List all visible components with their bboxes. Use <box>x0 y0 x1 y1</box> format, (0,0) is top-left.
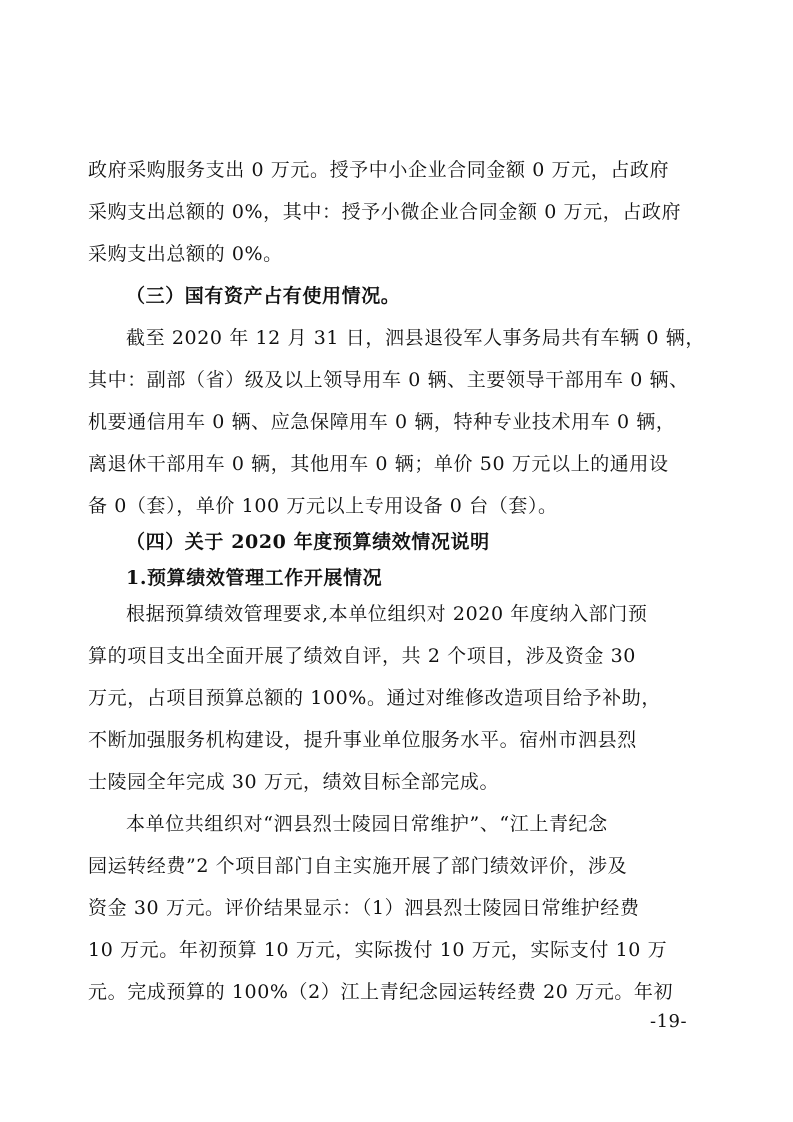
body-text-line: 截至 2020 年 12 月 31 日，泗县退役军人事务局共有车辆 0 辆， <box>126 327 705 349</box>
page-number: -19- <box>650 1011 688 1032</box>
body-text-line: 万元，占项目预算总额的 100%。通过对维修改造项目给予补助， <box>88 687 661 709</box>
body-text-line: 10 万元。年初预算 10 万元，实际拨付 10 万元，实际支付 10 万 <box>88 939 668 961</box>
body-text-line: 采购支出总额的 0%。 <box>88 243 283 265</box>
section-heading: （四）关于 2020 年度预算绩效情况说明 <box>126 531 490 553</box>
subsection-heading: 1.预算绩效管理工作开展情况 <box>126 567 383 589</box>
body-text-line: 政府采购服务支出 0 万元。授予中小企业合同金额 0 万元，占政府 <box>88 159 670 181</box>
body-text-line: 机要通信用车 0 辆、应急保障用车 0 辆，特种专业技术用车 0 辆， <box>88 411 676 433</box>
body-text-line: 其中：副部（省）级及以上领导用车 0 辆、主要领导干部用车 0 辆、 <box>88 369 689 391</box>
section-heading: （三）国有资产占有使用情况。 <box>126 285 401 307</box>
body-text-line: 离退休干部用车 0 辆，其他用车 0 辆；单价 50 万元以上的通用设 <box>88 453 669 475</box>
body-text-line: 本单位共组织对“泗县烈士陵园日常维护”、“江上青纪念 <box>126 813 608 835</box>
body-text-line: 资金 30 万元。评价结果显示：（1）泗县烈士陵园日常维护经费 <box>88 897 640 919</box>
body-text-line: 根据预算绩效管理要求,本单位组织对 2020 年度纳入部门预 <box>126 603 648 625</box>
body-text-line: 园运转经费”2 个项目部门自主实施开展了部门绩效评价，涉及 <box>88 855 628 877</box>
body-text-line: 不断加强服务机构建设，提升事业单位服务水平。宿州市泗县烈 <box>88 729 637 751</box>
body-text-line: 备 0（套），单价 100 万元以上专用设备 0 台（套）。 <box>88 495 558 517</box>
body-text-line: 元。完成预算的 100%（2）江上青纪念园运转经费 20 万元。年初 <box>88 981 674 1003</box>
body-text-line: 士陵园全年完成 30 万元，绩效目标全部完成。 <box>88 771 500 793</box>
body-text-line: 算的项目支出全面开展了绩效自评，共 2 个项目，涉及资金 30 <box>88 645 636 667</box>
body-text-line: 采购支出总额的 0%，其中：授予小微企业合同金额 0 万元，占政府 <box>88 201 682 223</box>
